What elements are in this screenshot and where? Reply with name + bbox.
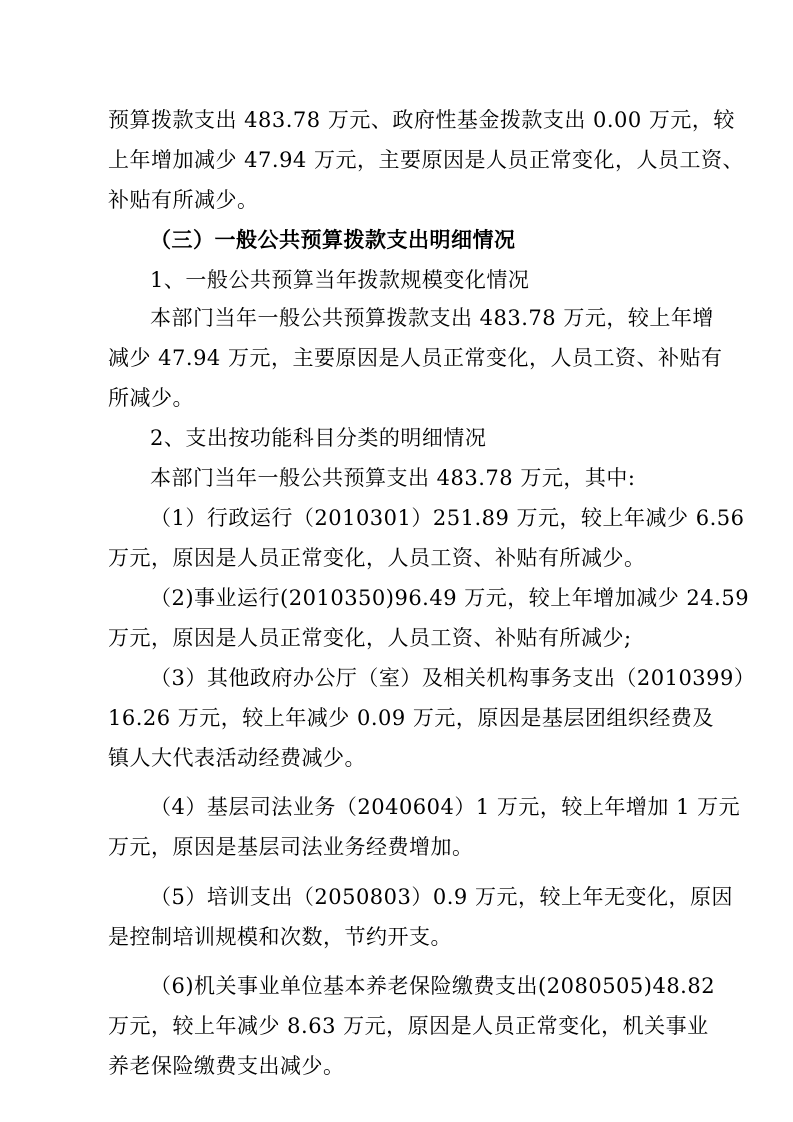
list-item-line: 万元，原因是人员正常变化，人员工资、补贴有所减少。: [108, 546, 646, 570]
list-item-line: 养老保险缴费支出减少。: [108, 1054, 345, 1078]
list-item-line: （4）基层司法业务（2040604）1 万元，较上年增加 1 万元: [150, 795, 741, 819]
list-item-line: 万元，原因是基层司法业务经费增加。: [108, 835, 474, 859]
text-line: 预算拨款支出 483.78 万元、政府性基金拨款支出 0.00 万元，较: [108, 108, 735, 132]
text-line: 所减少。: [108, 386, 194, 410]
list-item-line: 16.26 万元，较上年减少 0.09 万元，原因是基层团组织经费及: [108, 706, 714, 730]
subsection-heading: 2、支出按功能科目分类的明细情况: [150, 426, 487, 450]
text-line: 本部门当年一般公共预算支出 483.78 万元，其中:: [150, 466, 636, 490]
list-item-line: （2)事业运行(2010350)96.49 万元，较上年增加减少 24.59: [150, 586, 750, 610]
list-item-line: （1）行政运行（2010301）251.89 万元，较上年减少 6.56: [150, 506, 745, 530]
list-item-line: 万元，原因是人员正常变化，人员工资、补贴有所减少;: [108, 626, 632, 650]
text-line: 减少 47.94 万元，主要原因是人员正常变化，人员工资、补贴有: [108, 346, 723, 370]
list-item-line: 是控制培训规模和次数，节约开支。: [108, 925, 452, 949]
list-item-line: （3）其他政府办公厅（室）及相关机构事务支出（2010399）: [150, 666, 756, 690]
section-heading: （三）一般公共预算拨款支出明细情况: [150, 227, 516, 252]
text-line: 补贴有所减少。: [108, 188, 259, 212]
list-item-line: 万元，较上年减少 8.63 万元，原因是人员正常变化，机关事业: [108, 1014, 709, 1038]
text-line: 本部门当年一般公共预算拨款支出 483.78 万元，较上年增: [150, 306, 714, 330]
subsection-heading: 1、一般公共预算当年拨款规模变化情况: [150, 268, 530, 292]
list-item-line: （6)机关事业单位基本养老保险缴费支出(2080505)48.82: [150, 974, 716, 998]
list-item-line: （5）培训支出（2050803）0.9 万元，较上年无变化，原因: [150, 885, 733, 909]
text-line: 上年增加减少 47.94 万元，主要原因是人员正常变化，人员工资、: [108, 148, 744, 172]
list-item-line: 镇人大代表活动经费减少。: [108, 746, 366, 770]
